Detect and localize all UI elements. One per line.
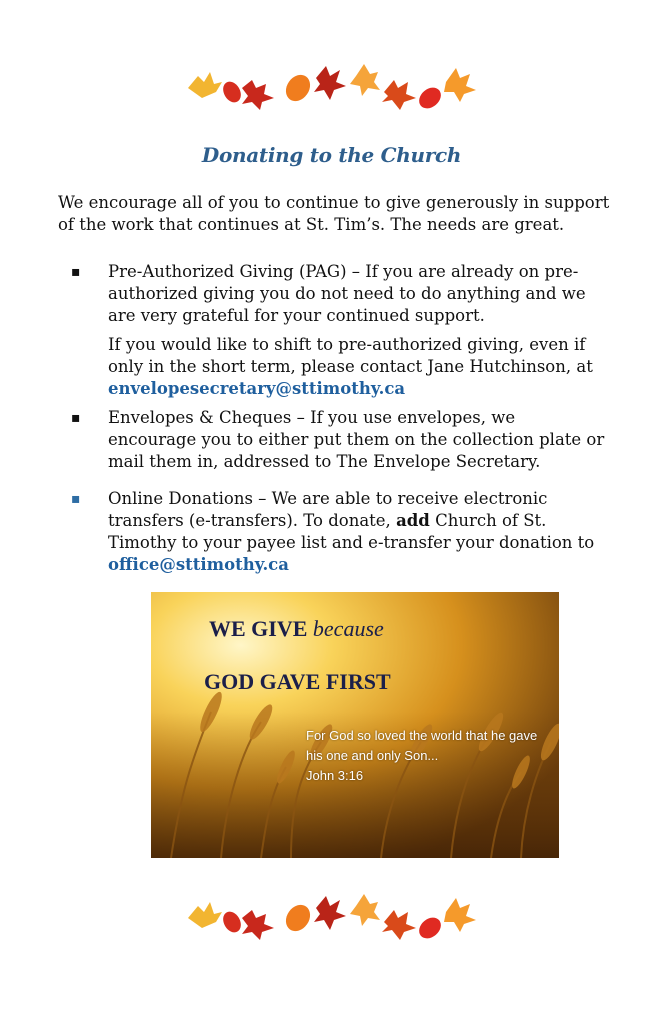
envelope-secretary-email-link[interactable]: envelopesecretary@sttimothy.ca (108, 379, 406, 398)
banner-line-1 (209, 616, 384, 642)
online-bold-word: add (396, 511, 430, 530)
bullet-pre-authorized-giving: Pre-Authorized Giving (PAG) – If you are already on pre-authorized giving you do not need to do anything and we are very grateful for your continued support. (108, 262, 586, 325)
page-title: Donating to the Church (201, 143, 462, 167)
bullet-marker: ▪ (71, 410, 81, 426)
bullet-marker: ▪ (71, 491, 81, 507)
banner-line-1-main: WE GIVE (209, 616, 308, 641)
pag-followup-text: If you would like to shift to pre-authorized giving, even if only in the short term, please contact Jane Hutchinson, at (108, 335, 593, 376)
online-text-after: Church of St. Timothy to your payee list and e-transfer your donation to (108, 511, 595, 552)
banner-line-1-italic: because (312, 616, 384, 641)
pag-followup-paragraph (108, 334, 608, 400)
autumn-leaves-icon (180, 888, 480, 944)
autumn-leaves-garland-top (180, 58, 480, 114)
autumn-leaves-icon (180, 58, 480, 114)
we-give-banner-image (151, 592, 559, 858)
banner-verse (306, 726, 546, 786)
online-text-before: Online Donations – We are able to receive electronic transfers (e-transfers). To donate, (108, 489, 548, 530)
intro-paragraph: We encourage all of you to continue to give generously in support of the work that continues at St. Tim’s. The needs are great. (58, 193, 610, 234)
verse-text: For God so loved the world that he gave his one and only Son... (306, 728, 538, 763)
verse-reference: John 3:16 (306, 768, 364, 783)
bullet-online-donations (108, 488, 608, 576)
bullet-marker: ▪ (71, 264, 81, 280)
banner-line-2: GOD GAVE FIRST (204, 669, 391, 694)
office-email-link[interactable]: office@sttimothy.ca (108, 555, 289, 574)
autumn-leaves-garland-bottom (180, 888, 480, 944)
bullet-envelopes-cheques: Envelopes & Cheques – If you use envelopes, we encourage you to either put them on the collection plate or mail them in, addressed to The Envelope Secretary. (108, 408, 605, 471)
